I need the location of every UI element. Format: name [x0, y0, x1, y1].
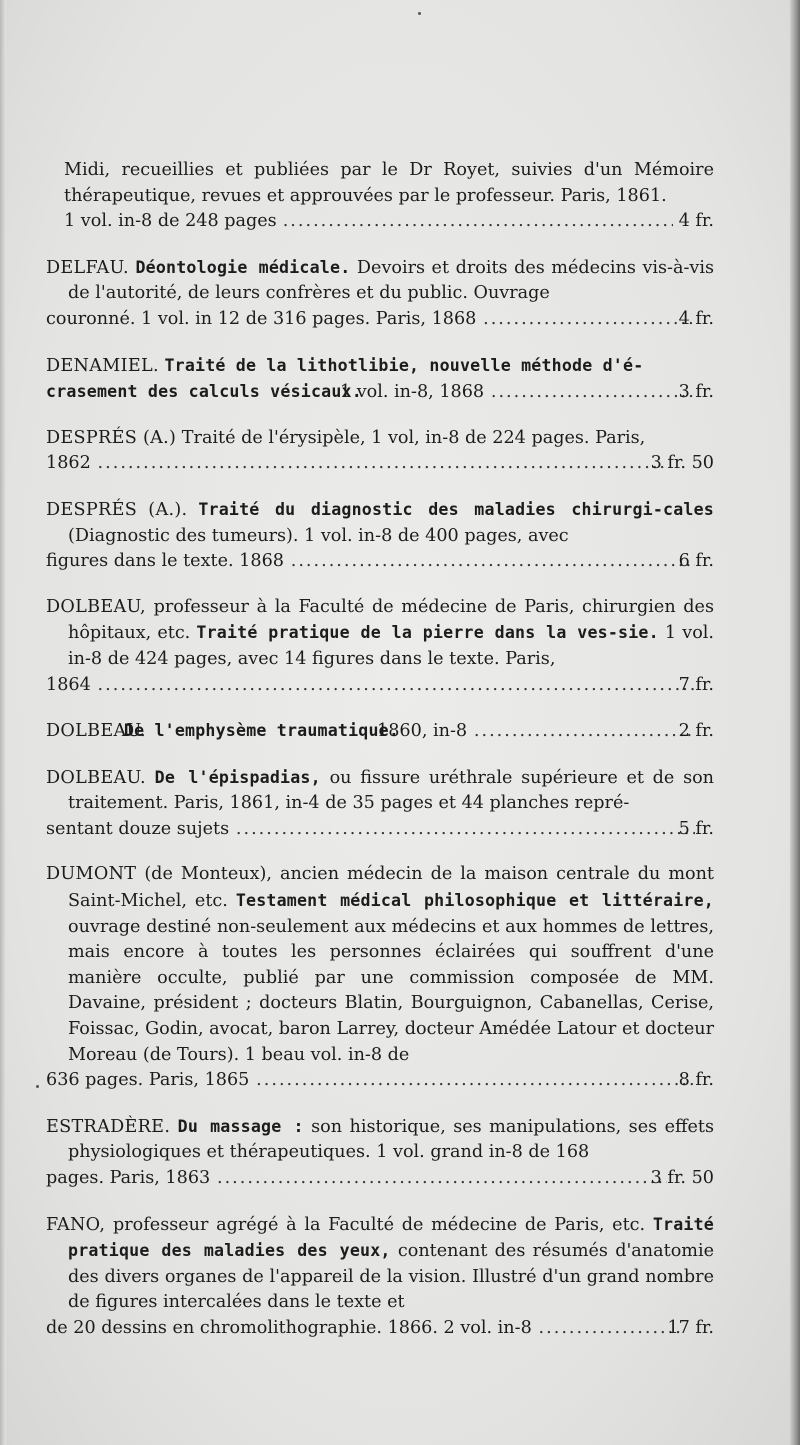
entry-author: ESTRADÈRE.	[46, 1116, 171, 1137]
entry-title: Déontologie médicale.	[135, 257, 351, 277]
entry-text-continued: contenant des résumés d'anatomie des divers organes de l'appareil de la vision. Illustré d'un grand nombre de figures intercalées dans le texte et	[68, 1241, 715, 1313]
entry-title: De l'épispadias,	[154, 767, 321, 787]
catalogue-entry	[46, 595, 714, 698]
entry-title: Du massage :	[177, 1116, 304, 1136]
entry-author: DELFAU.	[46, 257, 129, 278]
entry-title: Traité du diagnostic des maladies chirurgi-cales	[198, 499, 714, 519]
entry-price: 4 fr.	[678, 211, 714, 232]
entry-title: Testament médical philosophique et littéraire,	[235, 891, 714, 911]
catalogue-entry	[46, 353, 714, 406]
entry-price-line	[46, 1166, 714, 1192]
entry-tail: 1864	[46, 674, 91, 695]
leader-dots	[482, 307, 694, 333]
entry-price: 17 fr.	[667, 1317, 714, 1338]
entry-title: Traité pratique des maladies des yeux,	[68, 1214, 714, 1261]
entry-title: Traité de la lithotlibie, nouvelle méthode d'é-	[164, 355, 644, 375]
entry-text: professeur agrégé à la Faculté de médecine de Paris, etc.	[113, 1214, 646, 1235]
entry-price: 3 fr. 50	[650, 1168, 714, 1188]
catalogue-entry	[46, 1212, 714, 1342]
entry-tail: de 20 dessins en chromolithographie. 1866. 2 vol. in-8	[46, 1317, 532, 1338]
catalogue-entry	[46, 426, 714, 477]
entry-title: Traité pratique de la pierre dans la ves-sie.	[196, 623, 659, 643]
catalogue-entry	[46, 497, 714, 575]
leader-dots	[283, 209, 673, 235]
leader-dots	[255, 1068, 694, 1094]
entry-tail: figures dans le texte. 1868	[46, 551, 284, 572]
entry-price: 7 fr.	[678, 674, 714, 695]
entry-author: DOLBEAU,	[46, 596, 146, 617]
paper-speck	[418, 12, 421, 15]
entry-author: DOLBEAU.	[46, 721, 146, 742]
leader-dots	[235, 817, 695, 843]
entry-price-line	[46, 817, 714, 843]
entry-author: DESPRÉS (A.).	[46, 499, 188, 520]
entry-text: Traité de l'érysipèle, 1 vol, in-8 de 224 pages. Paris,	[181, 427, 646, 448]
entry-price: 5 fr.	[678, 818, 714, 839]
entry-author: DUMONT	[46, 864, 137, 885]
catalogue-entry	[46, 718, 714, 745]
entry-text: Midi, recueillies et publiées par le Dr Royet, suivies d'un Mémoire thérapeutique, revues et approuvées par le professeur. Paris, 1861.	[64, 160, 714, 206]
page-left-edge	[0, 0, 6, 1445]
entry-price-line	[46, 549, 714, 575]
entry-tail: 636 pages. Paris, 1865	[46, 1070, 250, 1091]
leader-dots	[97, 451, 667, 477]
entry-text-continued: 1 vol. in-8 de 424 pages, avec 14 figures dans le texte. Paris,	[68, 623, 715, 669]
leader-dots	[490, 380, 695, 406]
entry-price-line	[46, 718, 714, 745]
entry-tail: pages. Paris, 1863	[46, 1168, 211, 1188]
catalogue-entries	[46, 158, 714, 1362]
entry-tail: 1860, in-8	[377, 721, 468, 742]
catalogue-entry	[46, 255, 714, 333]
entry-text: professeur à la Faculté de médecine de Paris, chirurgien des hôpitaux, etc.	[68, 596, 714, 644]
entry-text: (de Monteux), ancien médecin de la maison centrale du mont Saint-Michel, etc.	[68, 864, 714, 912]
entry-price-line	[46, 379, 714, 406]
entry-title-continued: crasement des calculs vésicaux.	[46, 382, 362, 402]
entry-text: ou fissure uréthrale supérieure et de son traitement. Paris, 1861, in-4 de 35 pages et 44 planches repré-	[68, 767, 715, 814]
entry-price: 4 fr.	[678, 308, 714, 329]
entry-price-line	[46, 673, 714, 699]
entry-tail: sentant douze sujets	[46, 818, 230, 839]
leader-dots	[473, 719, 695, 745]
entry-price: 3 fr. 50	[650, 453, 714, 474]
entry-price: 2 fr.	[678, 721, 714, 742]
entry-tail: 1 vol. in-8, 1868	[339, 382, 485, 403]
entry-price-line	[46, 451, 714, 477]
entry-tail: couronné. 1 vol. in 12 de 316 pages. Paris, 1868	[46, 308, 477, 329]
leader-dots	[290, 549, 695, 575]
leader-dots	[216, 1166, 666, 1192]
catalogue-entry	[46, 862, 714, 1093]
entry-text-continued: ouvrage destiné non-seulement aux médecins et aux hommes de lettres, mais encore à toutes les personnes éclairées qui souffrent d'une manière occulte, publié par une commission composée de MM. Davaine, président ; docteurs Blatin, Bourguignon, Cabanellas, Cerise, Foissac, Godin, avocat, baron Larrey, docteur Amédée Latour et docteur Moreau (de Tours). 1 beau vol. in-8 de	[68, 916, 714, 1065]
catalogue-entry	[46, 1114, 714, 1192]
entry-text: (Diagnostic des tumeurs). 1 vol. in-8 de 400 pages, avec	[68, 525, 569, 546]
catalogue-entry	[46, 765, 714, 843]
entry-price-line	[64, 209, 714, 235]
entry-title: De l'emphysème traumatique.	[123, 721, 400, 741]
entry-author: FANO,	[46, 1214, 106, 1235]
catalogue-entry	[46, 158, 714, 235]
entry-price: 6 fr.	[678, 551, 714, 572]
page-right-edge	[790, 0, 800, 1445]
entry-author: DESPRÉS (A.)	[46, 427, 177, 448]
entry-author: DOLBEAU.	[46, 767, 146, 788]
entry-text: son historique, ses manipulations, ses effets physiologiques et thérapeutiques. 1 vol. grand in-8 de 168	[68, 1116, 714, 1163]
entry-price: 3 fr.	[678, 382, 714, 403]
entry-tail: 1862	[46, 453, 91, 474]
entry-text: Devoirs et droits des médecins vis-à-vis de l'autorité, de leurs confrères et du public. Ouvrage	[68, 257, 715, 304]
entry-price: 8 fr.	[678, 1070, 714, 1091]
leader-dots	[97, 673, 695, 699]
leader-dots	[538, 1316, 684, 1342]
entry-author: DENAMIEL.	[46, 355, 159, 376]
paper-speck	[36, 1085, 39, 1088]
entry-price-line	[46, 307, 714, 333]
entry-tail: 1 vol. in-8 de 248 pages	[64, 211, 277, 232]
entry-price-line	[46, 1068, 714, 1094]
entry-price-line	[46, 1316, 714, 1342]
